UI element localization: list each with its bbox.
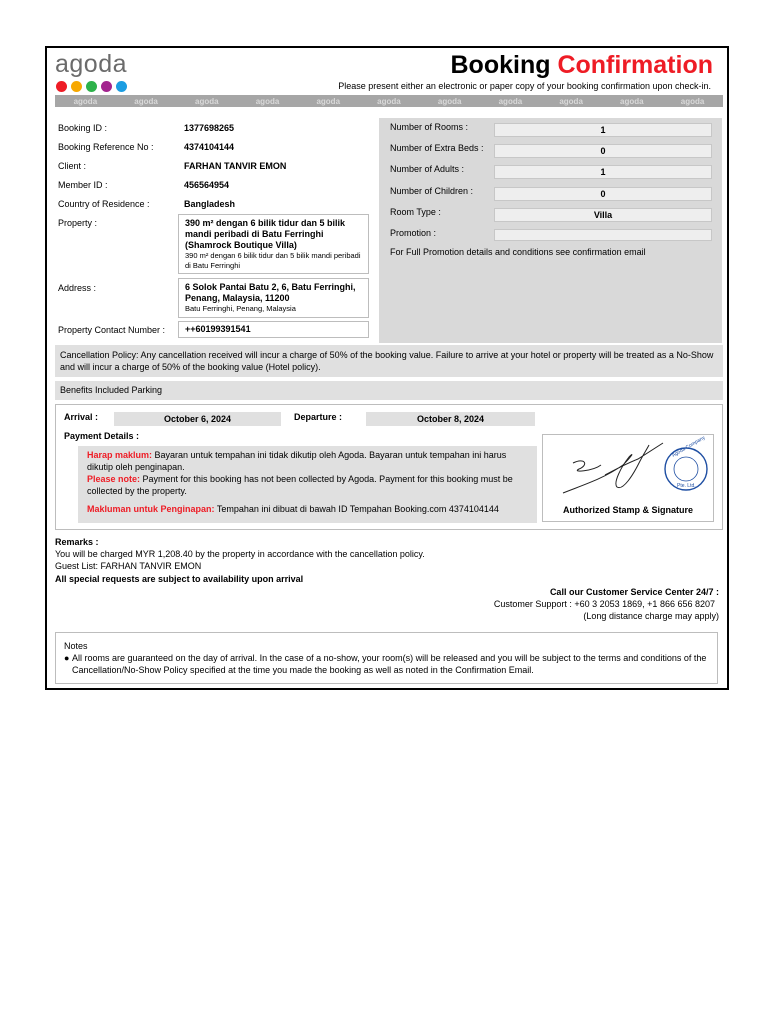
support-numbers: Customer Support : +60 3 2053 1869, +1 866 656 8207: [493, 599, 715, 609]
stamp-text-top: Agoda Company: [671, 435, 707, 459]
children-value: 0: [494, 187, 712, 201]
property-name: 390 m² dengan 6 bilik tidur dan 5 bilik mandi peribadi di Batu Ferringhi (Shamrock Boutique Villa): [185, 218, 346, 250]
please-note-label: Please note:: [87, 474, 141, 484]
property-subtitle: 390 m² dengan 6 bilik tidur dan 5 bilik mandi peribadi di Batu Ferringhi: [185, 251, 361, 270]
property-box: [178, 214, 369, 274]
makluman-label: Makluman untuk Penginapan:: [87, 504, 215, 514]
address-subtitle: Batu Ferringhi, Penang, Malaysia: [185, 304, 296, 313]
title-booking: Booking: [450, 51, 551, 79]
stamp-caption: Authorized Stamp & Signature: [562, 505, 693, 515]
logo-dot: [71, 81, 82, 92]
room-type-value: Villa: [494, 208, 712, 222]
logo-dot: [116, 81, 127, 92]
please-note-line: [87, 473, 528, 497]
agoda-watermark-band: [55, 95, 723, 107]
arrival-label: Arrival :: [64, 412, 99, 422]
bullet-icon: ●: [64, 653, 70, 663]
promotion-value: [494, 229, 712, 241]
harap-maklum-text: Bayaran untuk tempahan ini tidak dikutip oleh Agoda. Bayaran untuk tempahan ini harus dikutip oleh penginapan.: [87, 450, 507, 472]
remarks-charge: You will be charged MYR 1,208.40 by the property in accordance with the cancellation policy.: [55, 549, 425, 559]
promotion-label: Promotion :: [390, 228, 437, 238]
benefits-included: Benefits Included Parking: [55, 381, 723, 400]
band-agoda-text: agoda: [377, 96, 401, 106]
address-value: 6 Solok Pantai Batu 2, 6, Batu Ferringhi, Penang, Malaysia, 11200: [185, 282, 356, 303]
country-value: Bangladesh: [184, 199, 236, 209]
booking-id-label: Booking ID :: [58, 123, 108, 133]
band-agoda-text: agoda: [620, 96, 644, 106]
band-agoda-text: agoda: [559, 96, 583, 106]
booking-confirmation-document: [45, 46, 729, 690]
harap-maklum-label: Harap maklum:: [87, 450, 153, 460]
special-requests-note: All special requests are subject to availability upon arrival: [55, 574, 304, 584]
band-agoda-text: agoda: [316, 96, 341, 106]
arrival-date: October 6, 2024: [114, 412, 281, 426]
booking-reference-value: 4374104144: [184, 142, 235, 152]
client-value: FARHAN TANVIR EMON: [184, 161, 287, 171]
agoda-logo-dots: [56, 81, 127, 92]
harap-maklum-line: [87, 449, 528, 473]
stamp-text-bottom: Pte. Ltd.: [677, 483, 696, 489]
address-label: Address :: [58, 283, 97, 293]
guest-list: Guest List: FARHAN TANVIR EMON: [55, 561, 202, 571]
support-note: (Long distance charge may apply): [583, 611, 719, 621]
band-agoda-text: agoda: [195, 96, 219, 106]
remarks-label: Remarks :: [55, 537, 99, 547]
band-agoda-text: agoda: [437, 96, 462, 106]
title-confirmation: Confirmation: [557, 51, 713, 79]
notes-list-item: [64, 652, 709, 676]
logo-dot: [56, 81, 67, 92]
notes-title: Notes: [64, 641, 88, 651]
notes-box: [55, 632, 718, 684]
booking-id-value: 1377698265: [184, 123, 235, 133]
rooms-label: Number of Rooms :: [390, 122, 469, 132]
stamp-inner-circle: [674, 457, 698, 481]
room-details-panel: [379, 118, 722, 343]
makluman-line: [87, 503, 528, 515]
promotion-note: For Full Promotion details and conditions see confirmation email: [390, 247, 646, 257]
notes-item-text: All rooms are guaranteed on the day of arrival. In the case of a no-show, your room(s) will be released and you will be subject to the terms and conditions of the Cancellation/No-Show Policy specified at the time you made the booking as well as noted in the Confirmation Email.: [72, 653, 707, 675]
payment-details-box: [78, 446, 537, 523]
band-agoda-text: agoda: [134, 96, 158, 106]
payment-details-label: Payment Details :: [64, 431, 140, 441]
departure-date: October 8, 2024: [366, 412, 535, 426]
room-type-label: Room Type :: [390, 207, 441, 217]
member-id-value: 456564954: [184, 180, 230, 190]
logo-dot: [101, 81, 112, 92]
signature-stamp-image: [543, 435, 713, 505]
support-title: Call our Customer Service Center 24/7 :: [549, 587, 719, 597]
band-agoda-text: agoda: [498, 96, 523, 106]
children-label: Number of Children :: [390, 186, 474, 196]
band-agoda-text: agoda: [73, 96, 98, 106]
stay-payment-section: [55, 404, 723, 530]
contact-value: ++60199391541: [178, 321, 369, 338]
band-agoda-text: agoda: [680, 96, 705, 106]
adults-label: Number of Adults :: [390, 164, 465, 174]
stamp-signature-box: [542, 434, 714, 522]
client-label: Client :: [58, 161, 87, 171]
checkin-instruction: Please present either an electronic or paper copy of your booking confirmation upon check-in.: [338, 81, 711, 91]
page-title: [451, 51, 714, 80]
band-agoda-text: agoda: [255, 96, 280, 106]
property-label: Property :: [58, 218, 98, 228]
please-note-text: Payment for this booking has not been collected by Agoda. Payment for this booking must be collected by the property.: [87, 474, 513, 496]
country-label: Country of Residence :: [58, 199, 150, 209]
agoda-logo: agoda: [55, 50, 128, 78]
contact-label: Property Contact Number :: [58, 325, 166, 335]
adults-value: 1: [494, 165, 712, 179]
cancellation-policy: Cancellation Policy: Any cancellation received will incur a charge of 50% of the booking value. Failure to arrive at your hotel or property will be treated as a No-Show and will incur a charge of 50% of the booking value (Hotel policy).: [55, 345, 723, 377]
extra-beds-label: Number of Extra Beds :: [390, 143, 484, 153]
departure-label: Departure :: [294, 412, 343, 422]
signature-scribble: [563, 443, 663, 493]
booking-reference-label: Booking Reference No :: [58, 142, 154, 152]
makluman-text: Tempahan ini dibuat di bawah ID Tempahan Booking.com 4374104144: [214, 504, 499, 514]
member-id-label: Member ID :: [58, 180, 108, 190]
extra-beds-value: 0: [494, 144, 712, 158]
logo-dot: [86, 81, 97, 92]
rooms-value: 1: [494, 123, 712, 137]
address-box: [178, 278, 369, 318]
